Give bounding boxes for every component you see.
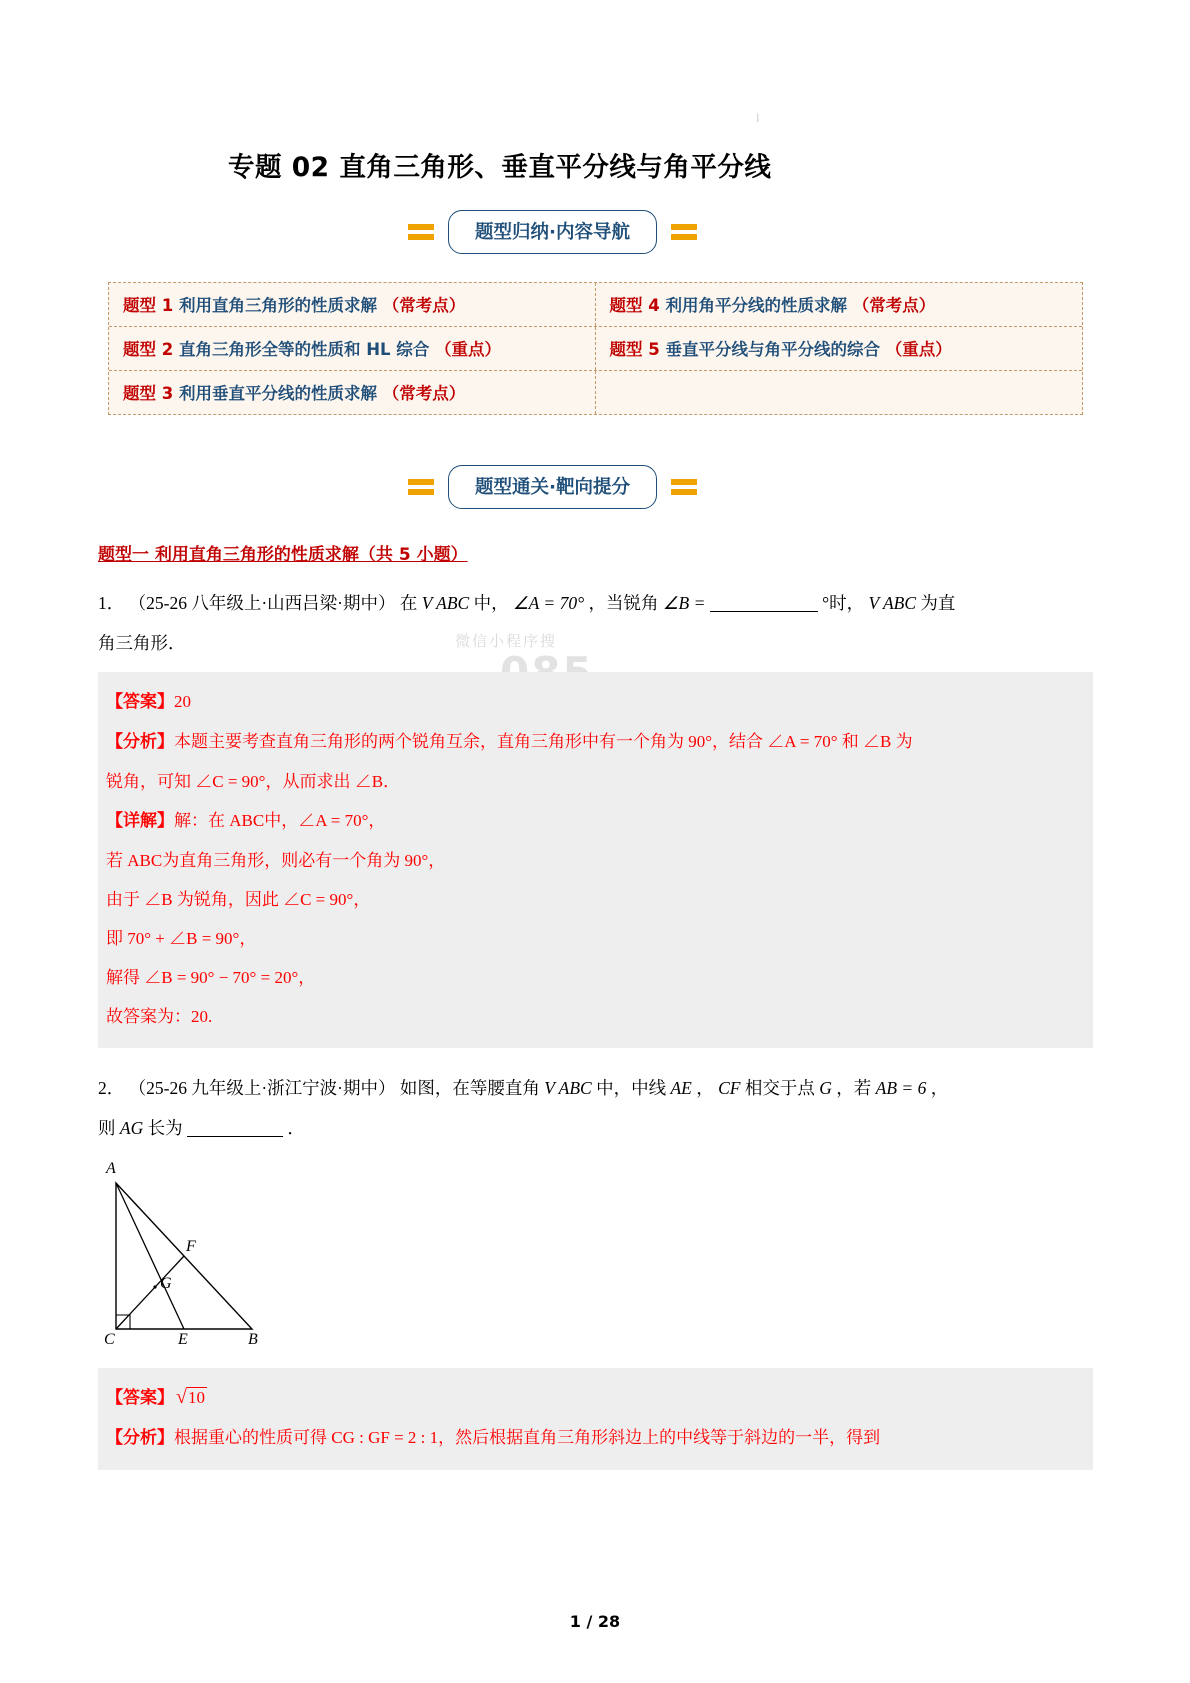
q1-source: （25-26 八年级上·山西吕梁·期中） [128,593,396,613]
q1-answer-value: 20 [174,692,191,711]
q2-text-e: ，若 [836,1078,872,1098]
q2-text-c: ， [696,1078,714,1098]
q1-analysis-row-1 [106,722,1085,762]
figure-label-a: A [106,1160,116,1177]
q2-answer-tag: 【答案】 [106,1388,174,1408]
q2-text-h: 长为 [147,1118,183,1138]
q1-detail-row-4: 即 70° + ∠B = 90°， [106,929,257,948]
q2-text-b: 中，中线 [596,1078,667,1098]
geometry-figure-svg [98,1165,368,1355]
q1-detail-row-2: 若 ABC为直角三角形，则必有一个角为 90°， [106,851,446,870]
figure-label-c: C [104,1331,115,1348]
q1-detail-row-6: 故答案为：20. [106,1007,213,1026]
q2-analysis-text: 根据重心的性质可得 CG : GF = 2 : 1，然后根据直角三角形斜边上的中线等于斜边的一半，得到 [174,1428,881,1447]
q2-text-f: ， [930,1078,949,1098]
top-tick-mark: | [757,112,759,122]
figure-label-b: B [248,1331,258,1348]
q1-triangle-2: V ABC [868,593,917,613]
q2-text-d: 相交于点 [744,1078,815,1098]
question-2-line-2 [98,1108,1093,1148]
index-tag-4: （常考点） [852,296,936,315]
q2-text-g: 则 [98,1118,116,1138]
q1-analysis-text: 本题主要考查直角三角形的两个锐角互余，直角三角形中有一个角为 90°，结合 ∠A = 70° 和 ∠B 为 [174,732,913,751]
section-banner-practice [408,465,697,509]
question-1-line-2: 角三角形． [98,633,186,653]
q1-detail-line-1: 解：在 ABC中，∠A = 70°， [174,811,386,830]
q2-number: 2． [98,1078,125,1098]
q1-angle-b: ∠B = [662,593,706,613]
banner-label-practice: 题型通关·靶向提分 [448,465,657,509]
q2-answer-blank[interactable] [187,1119,283,1137]
index-cell-type-1[interactable] [109,283,596,326]
q2-text-a: 如图，在等腰直角 [399,1078,540,1098]
q1-text-b: 中， [473,593,509,613]
page-footer: 1 / 28 [569,1612,621,1631]
q2-ab-value: AB = 6 [875,1078,927,1098]
figure-label-e: E [178,1331,188,1348]
figure-label-g: G [160,1275,172,1292]
index-label-1: 题型 1 [123,296,174,315]
question-2-line-1 [98,1068,1093,1108]
q2-answer-sqrt [174,1378,207,1417]
q1-triangle-1: V ABC [421,593,470,613]
index-label-3: 题型 3 [123,384,174,403]
banner-bars-left-icon-2 [408,479,434,495]
index-text-2: 直角三角形全等的性质和 HL 综合 [178,340,430,359]
q1-text-a: 在 [399,593,418,613]
index-text-5: 垂直平分线与角平分线的综合 [665,340,880,359]
q2-seg-ag: AG [119,1118,144,1138]
table-row [109,327,1082,371]
index-cell-type-3[interactable] [109,371,596,414]
index-cell-type-2[interactable] [109,327,596,370]
q1-answer-tag: 【答案】 [106,692,174,712]
q1-detail-row-3: 由于 ∠B 为锐角，因此 ∠C = 90°， [106,890,371,909]
q1-text-e: 为直 [920,593,956,613]
index-tag-5: （重点） [885,340,952,359]
q2-seg-cf: CF [718,1078,741,1098]
index-text-3: 利用垂直平分线的性质求解 [178,384,377,403]
radical-icon: √ [176,1386,187,1408]
banner-bars-right-icon-2 [671,479,697,495]
q2-triangle-1: V ABC [544,1078,592,1098]
q2-answer-radicand: 10 [187,1388,205,1407]
q2-source: （25-26 九年级上·浙江宁波·期中） [128,1078,396,1098]
question-2 [98,1068,1093,1148]
answer-block-1 [98,672,1093,1048]
q2-seg-ae: AE [670,1078,692,1098]
banner-label-navigation: 题型归纳·内容导航 [448,210,657,254]
index-text-4: 利用角平分线的性质求解 [665,296,847,315]
q1-angle-a: ∠A = 70° [512,593,585,613]
q1-detail-row-5: 解得 ∠B = 90° − 70° = 20°， [106,968,316,987]
question-1-line-1 [98,583,1093,623]
q1-detail-tag: 【详解】 [106,811,174,831]
index-text-1: 利用直角三角形的性质求解 [178,296,377,315]
page-title: 专题 02 直角三角形、垂直平分线与角平分线 [228,152,772,183]
q2-analysis-tag: 【分析】 [106,1428,174,1448]
geometry-figure [98,1160,368,1355]
index-tag-2: （重点） [435,340,502,359]
index-tag-3: （常考点） [382,384,466,403]
q2-text-i: ． [287,1118,305,1138]
q2-point-g: G [819,1078,832,1098]
q2-answer-row [106,1378,1085,1418]
banner-bars-left-icon [408,224,434,240]
question-type-heading: 题型一 利用直角三角形的性质求解（共 5 小题） [98,545,468,565]
q1-analysis-tag: 【分析】 [106,732,174,752]
q1-answer-row [106,682,1085,722]
watermark-text: 微信小程序搜 [455,632,558,650]
q1-answer-blank[interactable] [710,594,818,612]
q1-text-c: ，当锐角 [588,593,659,613]
index-tag-1: （常考点） [382,296,466,315]
index-cell-empty [596,371,1083,414]
q1-number: 1． [98,593,125,613]
answer-block-2 [98,1368,1093,1470]
index-table [108,282,1083,415]
question-1 [98,583,1093,663]
q1-detail-row-1 [106,801,1085,841]
table-row [109,283,1082,327]
index-label-4: 题型 4 [609,296,660,315]
q2-analysis-row [106,1418,1085,1458]
index-cell-type-4[interactable] [596,283,1083,326]
q1-analysis-row-2: 锐角，可知 ∠C = 90°，从而求出 ∠B． [106,772,401,791]
figure-label-f: F [186,1238,196,1255]
index-cell-type-5[interactable] [596,327,1083,370]
table-row [109,371,1082,414]
index-label-5: 题型 5 [609,340,660,359]
index-label-2: 题型 2 [123,340,174,359]
section-banner-navigation [408,210,697,254]
q1-text-d: °时， [822,593,865,613]
banner-bars-right-icon [671,224,697,240]
